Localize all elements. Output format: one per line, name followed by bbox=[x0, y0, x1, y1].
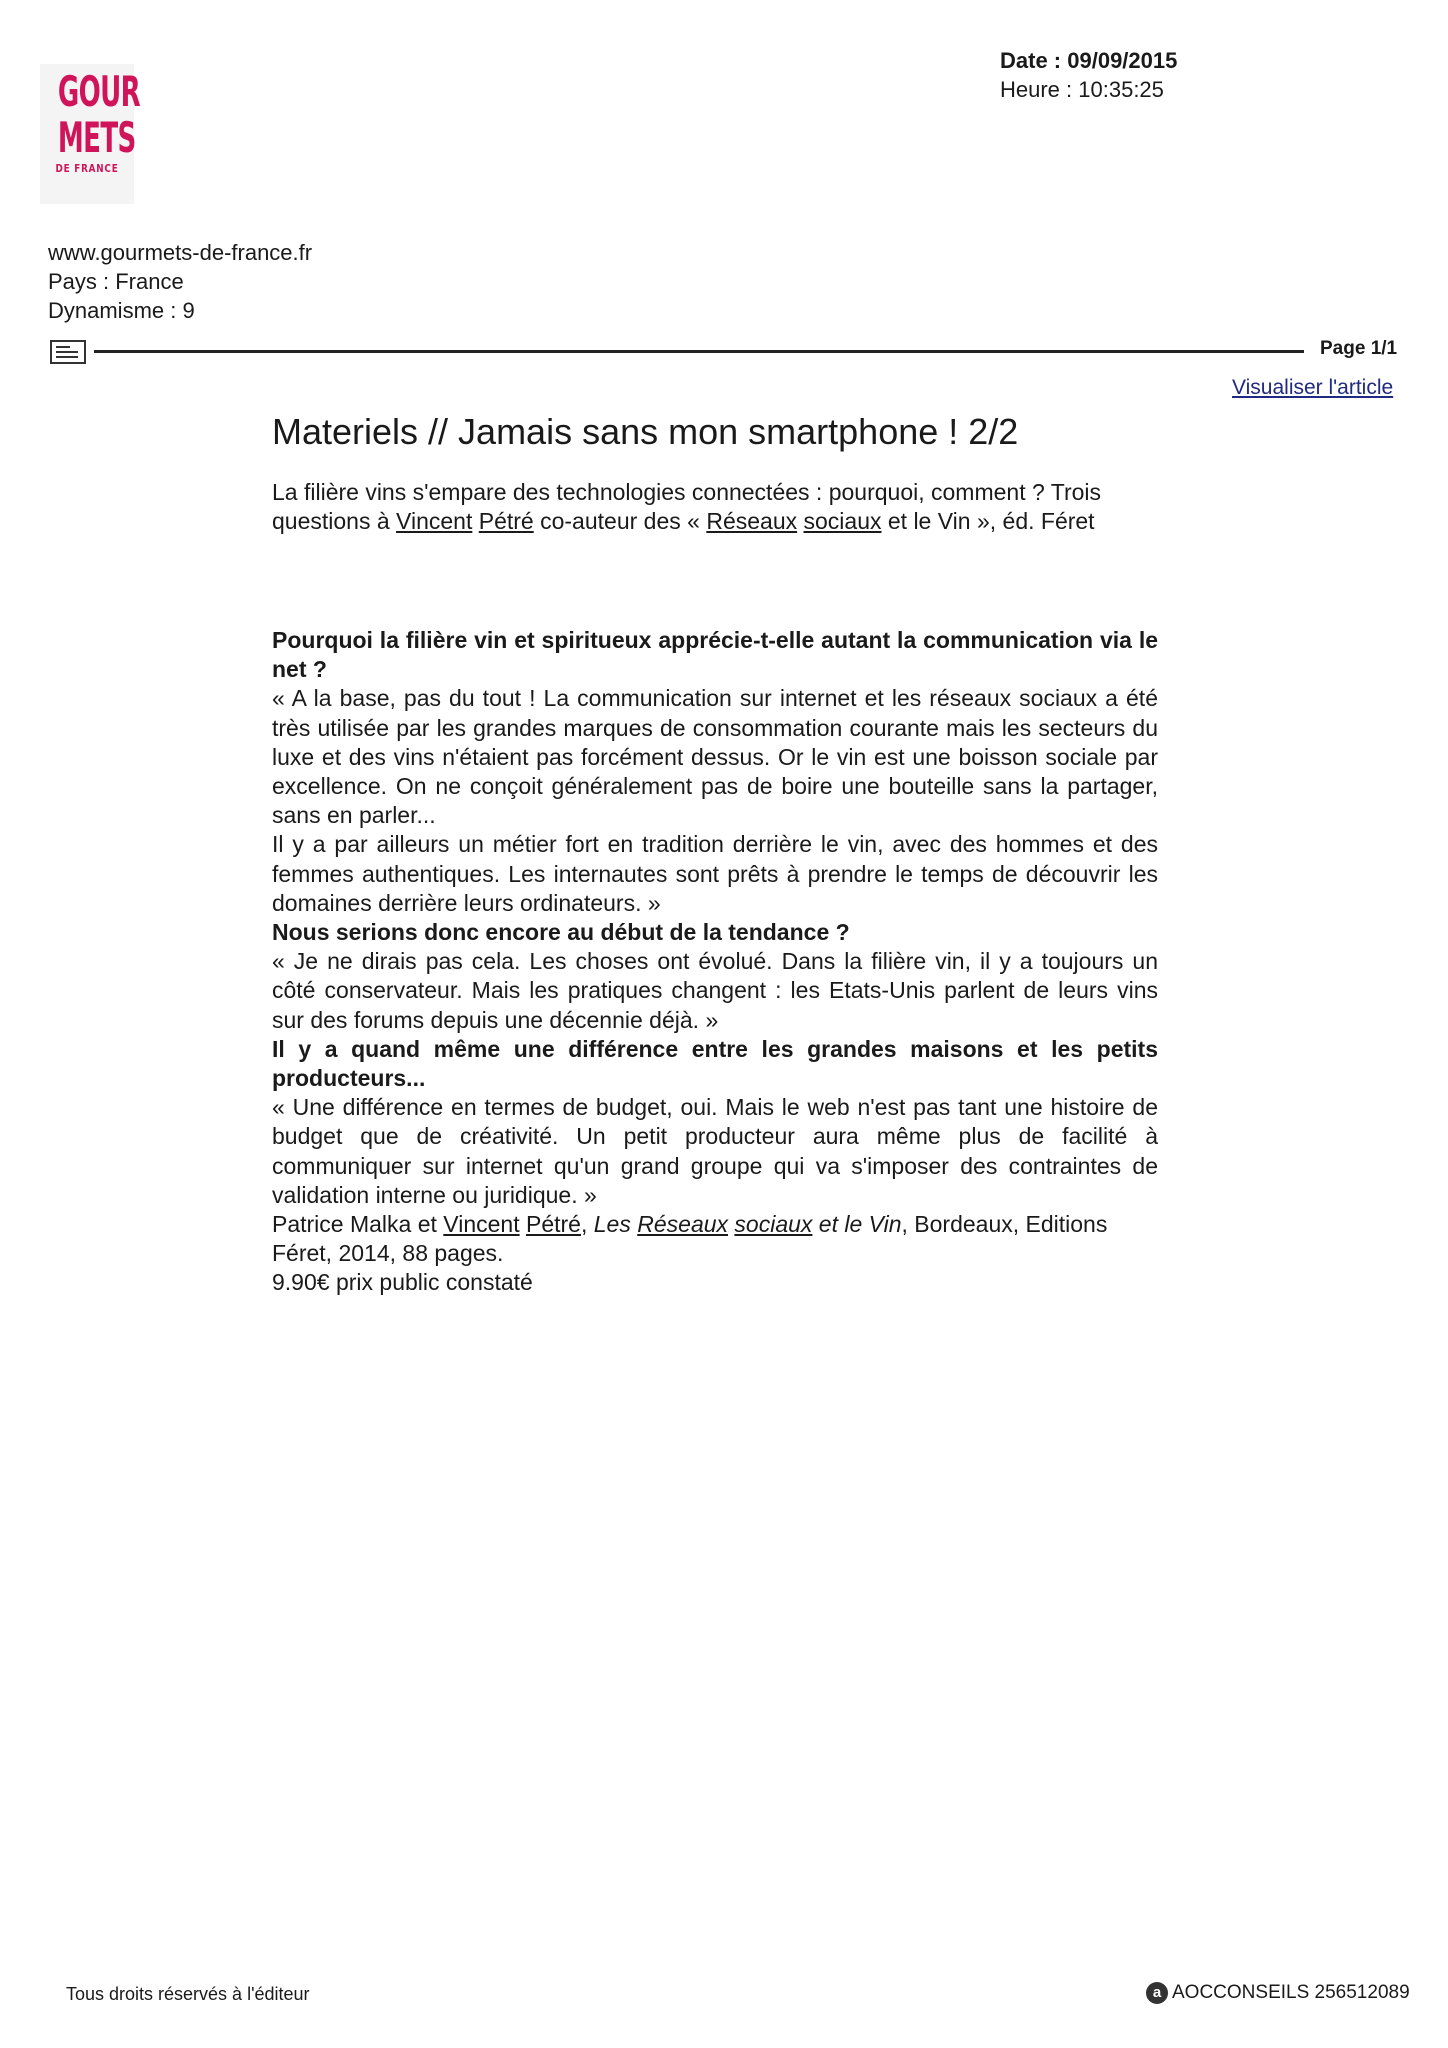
question-2: Nous serions donc encore au début de la tendance ? bbox=[272, 919, 850, 946]
date-value: 09/09/2015 bbox=[1067, 48, 1178, 73]
answer-1b: Il y a par ailleurs un métier fort en tradition derrière le vin, avec des hommes et des femmes authentiques. Les internautes sont prêts à prendre le temps de découvrir les domaines derrière leurs ordinateurs. » bbox=[272, 831, 1158, 916]
lead-text-3: et le Vin », éd. Féret bbox=[881, 508, 1095, 534]
source-country: Pays : France bbox=[48, 269, 184, 294]
book-reference bbox=[272, 1210, 1158, 1268]
ref-link-sociaux[interactable]: sociaux bbox=[734, 1211, 813, 1238]
book-price: 9.90€ prix public constaté bbox=[272, 1269, 533, 1296]
question-1: Pourquoi la filière vin et spiritueux apprécie-t-elle autant la communication via le net ? bbox=[272, 627, 1158, 683]
source-info bbox=[48, 238, 312, 325]
lead-link-sociaux[interactable]: sociaux bbox=[803, 508, 882, 534]
answer-3: « Une différence en termes de budget, oui. Mais le web n'est pas tant une histoire de budget que de créativité. Un petit producteur aura même plus de facilité à communiquer sur internet qu'un grand groupe qui va s'imposer des contraintes de validation interne ou juridique. » bbox=[272, 1094, 1158, 1208]
web-article-icon bbox=[50, 340, 86, 364]
lead-link-vincent[interactable]: Vincent bbox=[396, 508, 473, 534]
date-label: Date : bbox=[1000, 48, 1068, 73]
date-line bbox=[1000, 46, 1177, 75]
lead-text-1: La filière vins s'empare des technologies connectées : pourquoi, comment ? Trois questions à bbox=[272, 479, 1101, 534]
ref-link-reseaux[interactable]: Réseaux bbox=[637, 1211, 729, 1238]
lead-link-reseaux[interactable]: Réseaux bbox=[706, 508, 798, 534]
source-dynamism: Dynamisme : 9 bbox=[48, 298, 195, 323]
time-label: Heure : bbox=[1000, 77, 1079, 102]
page-number: Page 1/1 bbox=[1320, 338, 1398, 359]
time-line bbox=[1000, 75, 1177, 104]
footer-rights: Tous droits réservés à l'éditeur bbox=[66, 1984, 310, 2004]
header-divider bbox=[94, 350, 1304, 353]
question-3: Il y a quand même une différence entre les grandes maisons et les petits producteurs... bbox=[272, 1035, 1158, 1092]
ref-italic-2: et le Vin bbox=[812, 1211, 902, 1238]
article-lead bbox=[272, 478, 1172, 536]
source-website: www.gourmets-de-france.fr bbox=[48, 240, 313, 265]
aocconseils-logo-icon: a bbox=[1146, 1982, 1168, 2004]
answer-1a: « A la base, pas du tout ! La communication sur internet et les réseaux sociaux a été très utilisée par les grandes marques de consommation courante mais les secteurs du luxe et des vins n'étaient pas forcément dessus. Or le vin est une boisson sociale par excellence. On ne conçoit généralement pas de boire une bouteille sans la partager, sans en parler... bbox=[272, 685, 1158, 829]
ref-text-3: , Bordeaux, Editions Féret, 2014, 88 pages. bbox=[272, 1211, 1108, 1267]
lead-text-2: co-auteur des « bbox=[533, 508, 707, 534]
ref-link-vincent[interactable]: Vincent bbox=[443, 1211, 520, 1238]
ref-italic-1: Les bbox=[593, 1211, 638, 1238]
time-value: 10:35:25 bbox=[1078, 77, 1164, 102]
answer-2: « Je ne dirais pas cela. Les choses ont évolué. Dans la filière vin, il y a toujours un côté conservateur. Mais les pratiques changent : les Etats-Unis parlent de leurs vins sur des forums depuis une décennie déjà. » bbox=[272, 948, 1158, 1033]
footer-code-text: AOCCONSEILS 256512089 bbox=[1172, 1982, 1410, 2003]
ref-text-1: Patrice Malka et bbox=[272, 1211, 444, 1238]
view-article-link[interactable]: Visualiser l'article bbox=[1232, 376, 1394, 399]
gourmets-logo bbox=[40, 64, 141, 204]
logo-text-line1: GOUR bbox=[57, 67, 141, 116]
article-title: Materiels // Jamais sans mon smartphone ! 2/2 bbox=[272, 411, 1019, 452]
logo-text-line2: METS bbox=[57, 113, 136, 162]
lead-link-petre[interactable]: Pétré bbox=[478, 508, 534, 534]
ref-link-petre[interactable]: Pétré bbox=[526, 1211, 581, 1238]
article-body bbox=[272, 626, 1158, 1298]
footer-code bbox=[1146, 1982, 1410, 2004]
ref-text-2: , bbox=[580, 1211, 594, 1238]
date-time-block bbox=[1000, 46, 1177, 104]
logo-text-line3: DE FRANCE bbox=[55, 162, 119, 175]
